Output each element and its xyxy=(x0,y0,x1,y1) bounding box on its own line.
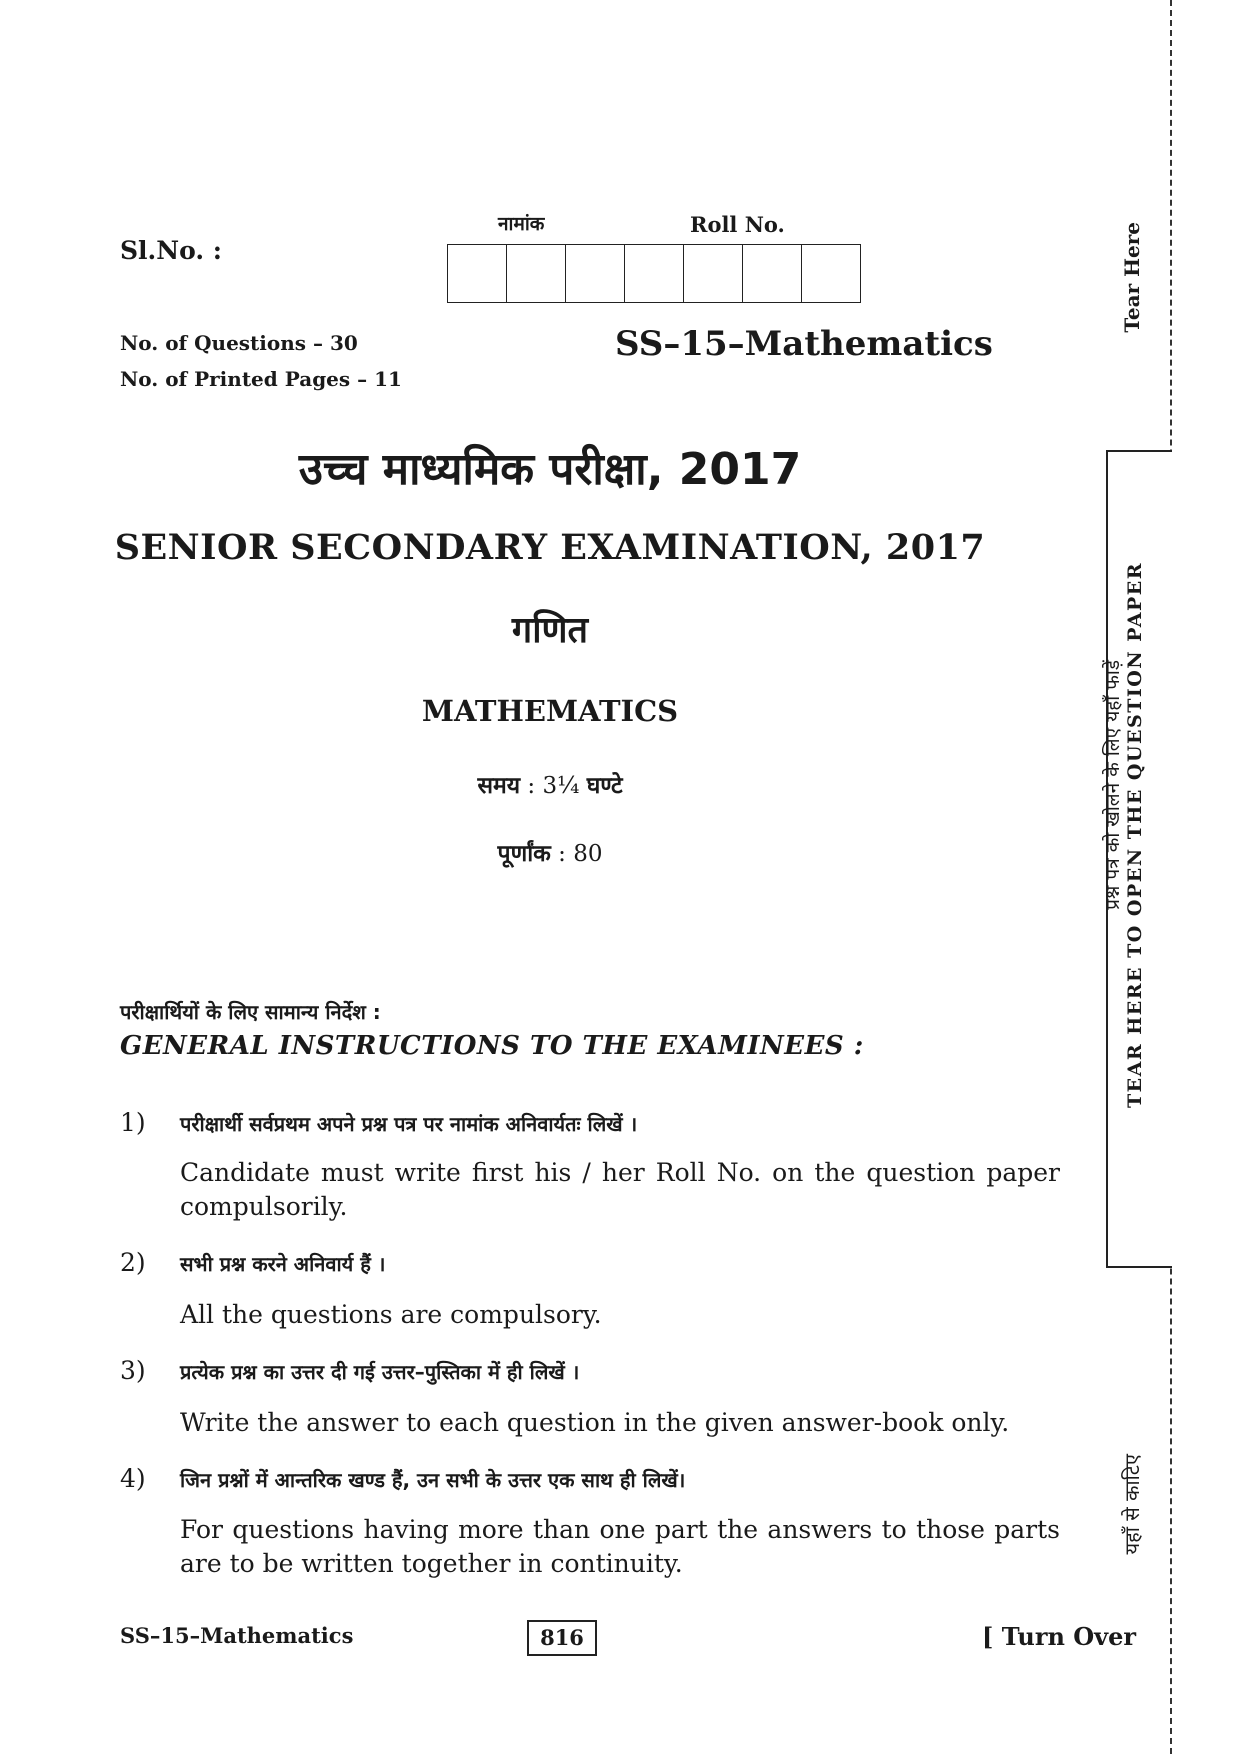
roll-digit-box[interactable] xyxy=(448,245,507,302)
time-unit: घण्टे xyxy=(586,773,623,799)
roll-number-label-hindi: नामांक xyxy=(498,213,545,235)
page-count: No. of Printed Pages – 11 xyxy=(120,367,402,391)
instruction-english: For questions having more than one part the answers to those parts are to be written together in continuity. xyxy=(180,1515,1060,1578)
exam-title-hindi: उच्च माध्यमिक परीक्षा, 2017 xyxy=(298,444,802,495)
instruction-number: 3) xyxy=(120,1356,146,1385)
roll-number-label: Roll No. xyxy=(690,212,785,237)
time-label: समय xyxy=(477,773,521,799)
roll-digit-box[interactable] xyxy=(507,245,566,302)
instruction-number: 1) xyxy=(120,1108,146,1137)
subject-title: MATHEMATICS xyxy=(421,694,679,728)
roll-digit-box[interactable] xyxy=(684,245,743,302)
instruction-number: 4) xyxy=(120,1464,146,1493)
instructions-heading: GENERAL INSTRUCTIONS TO THE EXAMINEES : xyxy=(120,1031,864,1061)
max-marks xyxy=(0,836,1100,868)
instruction-hindi: जिन प्रश्नों में आन्तरिक खण्ड हैं, उन सभी के उत्तर एक साथ ही लिखें। xyxy=(180,1468,686,1492)
page-code-box: 816 xyxy=(527,1620,597,1656)
roll-digit-box[interactable] xyxy=(566,245,625,302)
footer-paper-code: SS–15–Mathematics xyxy=(120,1623,354,1648)
instruction-english: All the questions are compulsory. xyxy=(180,1300,602,1329)
marks-label: पूर्णांक xyxy=(497,841,551,867)
tear-box-hindi: प्रश्न पत्र को खोलने के लिए यहाँ फाड़ें xyxy=(1102,660,1124,910)
roll-digit-box[interactable] xyxy=(802,245,861,302)
exam-title: SENIOR SECONDARY EXAMINATION, 2017 xyxy=(114,527,986,568)
roll-number-boxes xyxy=(447,244,861,303)
instruction-english: Write the answer to each question in the given answer-book only. xyxy=(180,1408,1010,1437)
roll-digit-box[interactable] xyxy=(625,245,684,302)
subject-title-hindi: गणित xyxy=(511,610,589,651)
tear-box-english: TEAR HERE TO OPEN THE QUESTION PAPER xyxy=(1124,562,1146,1108)
cut-here-hindi: यहाँ से काटिए xyxy=(1120,1454,1144,1555)
marks-value: : 80 xyxy=(550,841,603,867)
tear-here-label: Tear Here xyxy=(1120,222,1144,333)
serial-number-label: Sl.No. : xyxy=(120,236,222,265)
instructions-heading-hindi: परीक्षार्थियों के लिए सामान्य निर्देश : xyxy=(120,1000,381,1024)
instruction-hindi: सभी प्रश्न करने अनिवार्य हैं । xyxy=(180,1252,386,1276)
time-value: : 3¼ xyxy=(520,773,587,799)
roll-digit-box[interactable] xyxy=(743,245,802,302)
instruction-hindi: परीक्षार्थी सर्वप्रथम अपने प्रश्न पत्र पर नामांक अनिवार्यतः लिखें । xyxy=(180,1112,638,1136)
instruction-english: Candidate must write first his / her Roll No. on the question paper compulsorily. xyxy=(180,1158,1060,1221)
question-count: No. of Questions – 30 xyxy=(120,331,358,355)
instruction-number: 2) xyxy=(120,1248,146,1277)
exam-duration xyxy=(0,768,1100,800)
instruction-hindi: प्रत्येक प्रश्न का उत्तर दी गई उत्तर–पुस्तिका में ही लिखें । xyxy=(180,1360,580,1384)
paper-code: SS–15–Mathematics xyxy=(615,324,993,364)
turn-over-label: [ Turn Over xyxy=(982,1622,1137,1651)
